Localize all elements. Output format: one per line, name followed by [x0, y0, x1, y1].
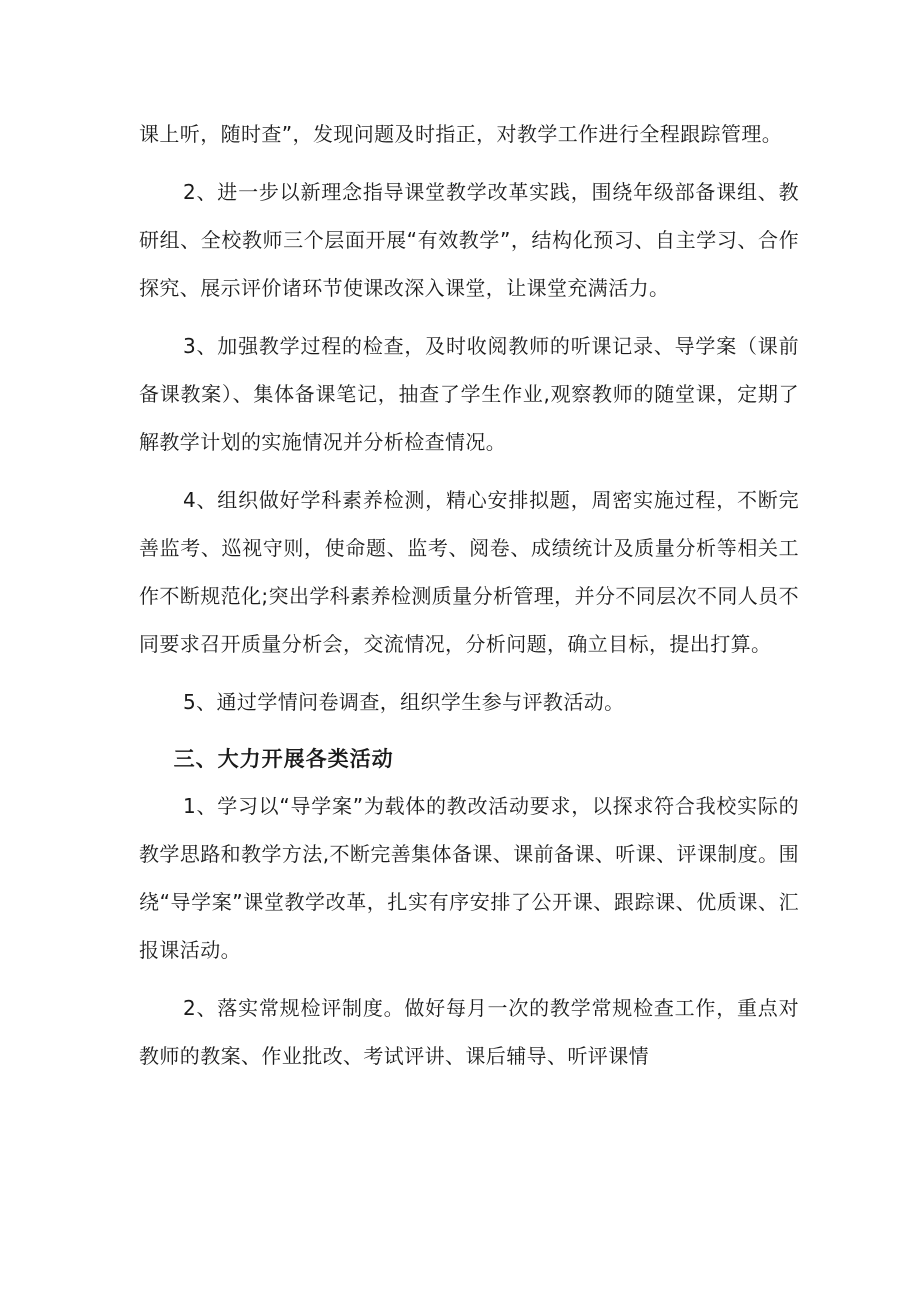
paragraph-item-5: 5、通过学情问卷调查，组织学生参与评教活动。 [183, 690, 625, 714]
section-heading: 三、大力开展各类活动 [173, 747, 394, 771]
document-body [139, 110, 799, 1090]
section-paragraph-2: 2、落实常规检评制度。做好每月一次的教学常规检查工作，重点对教师的教案、作业批改、考试评讲、课后辅导、听评课情 [139, 996, 799, 1068]
paragraph-item-4: 4、组织做好学科素养检测，精心安排拟题，周密实施过程，不断完善监考、巡视守则，使命题、监考、阅卷、成绩统计及质量分析等相关工作不断规范化;突出学科素养检测质量分析管理，并分不同层次不同人员不同要求召开质量分析会，交流情况，分析问题，确立目标，提出打算。 [139, 488, 799, 656]
paragraph-item-2: 2、进一步以新理念指导课堂教学改革实践，围绕年级部备课组、教研组、全校教师三个层面开展“有效教学”，结构化预习、自主学习、合作探究、展示评价诸环节使课改深入课堂，让课堂充满活力。 [139, 180, 799, 300]
section-paragraph-1: 1、学习以“导学案”为载体的教改活动要求，以探求符合我校实际的教学思路和教学方法,不断完善集体备课、课前备课、听课、评课制度。围绕“导学案”课堂教学改革，扎实有序安排了公开课、跟踪课、优质课、汇报课活动。 [139, 794, 799, 962]
paragraph-continuation: 课上听，随时查”，发现问题及时指正，对教学工作进行全程跟踪管理。 [139, 122, 783, 146]
paragraph-item-3: 3、加强教学过程的检查，及时收阅教师的听课记录、导学案（课前备课教案）、集体备课笔记，抽查了学生作业,观察教师的随堂课，定期了解教学计划的实施情况并分析检查情况。 [139, 334, 799, 454]
